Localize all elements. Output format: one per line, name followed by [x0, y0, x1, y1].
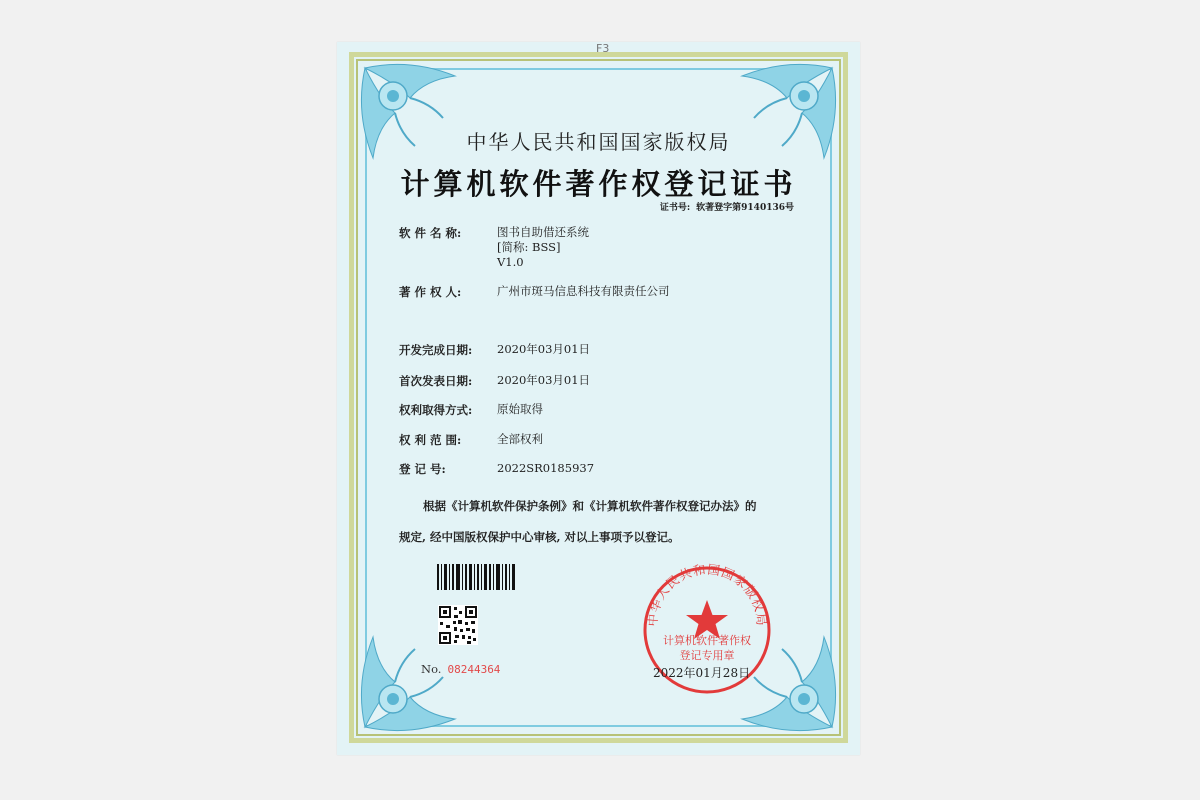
statement-line-2: 规定, 经中国版权保护中心审核, 对以上事项予以登记。 [399, 530, 680, 544]
issue-date: 2022年01月28日 [653, 666, 751, 680]
software-name-value: 图书自助借还系统 [497, 225, 589, 239]
serial-value: 08244364 [447, 663, 501, 676]
software-name-label: 软 件 名 称: [399, 226, 462, 240]
serial-prefix: No. [421, 662, 442, 676]
registration-number-label: 登 记 号: [399, 462, 446, 476]
issuing-agency: 中华人民共和国国家版权局 [466, 130, 731, 154]
copyright-holder-label: 著 作 权 人: [399, 285, 462, 299]
development-date-value: 2020年03月01日 [497, 342, 591, 356]
certificate-number [654, 200, 794, 213]
registration-number-value: 2022SR0185937 [497, 461, 595, 475]
seal-inner-line-1: 计算机软件著作权 [663, 634, 751, 647]
publication-date-value: 2020年03月01日 [497, 373, 591, 387]
seal-ring-text: 中华人民共和国国家版权局 [644, 561, 770, 628]
copyright-holder-value: 广州市斑马信息科技有限责任公司 [497, 284, 670, 298]
rights-scope-value: 全部权利 [497, 432, 543, 446]
acquisition-method-value: 原始取得 [497, 402, 543, 416]
acquisition-method-label: 权利取得方式: [399, 403, 473, 417]
development-date-label: 开发完成日期: [399, 343, 473, 357]
software-short-name: [简称: BSS] [497, 240, 561, 254]
software-version: V1.0 [497, 255, 524, 269]
serial-number [421, 662, 500, 676]
rights-scope-label: 权 利 范 围: [399, 433, 462, 447]
barcode-icon [437, 564, 515, 590]
seal-inner-line-2: 登记专用章 [679, 649, 735, 662]
certificate [337, 42, 860, 755]
statement-line-1: 根据《计算机软件保护条例》和《计算机软件著作权登记办法》的 [423, 499, 757, 513]
pencil-mark: F3 [596, 42, 610, 55]
qr-code-icon [438, 605, 478, 645]
publication-date-label: 首次发表日期: [399, 374, 473, 388]
certificate-number-value: 软著登字第9140136号 [696, 203, 794, 213]
certificate-title: 计算机软件著作权登记证书 [400, 167, 797, 201]
certificate-number-label: 证书号: [659, 203, 691, 213]
